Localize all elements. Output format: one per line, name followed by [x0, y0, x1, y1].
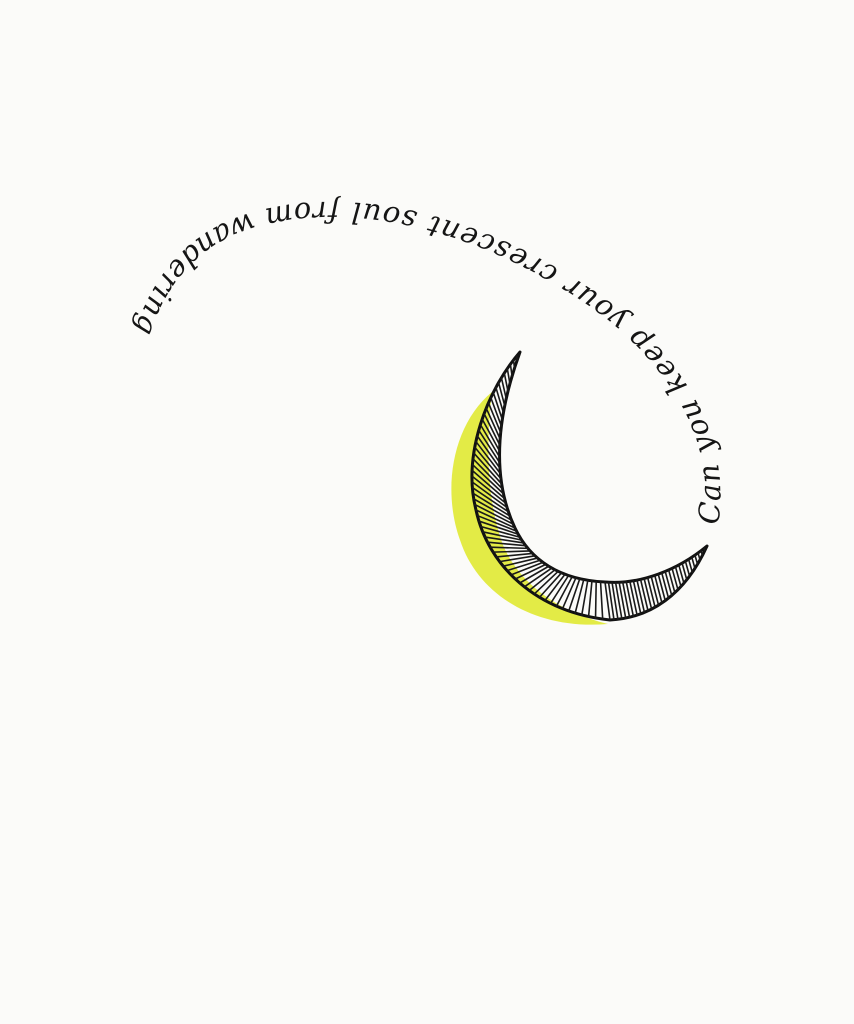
- hatch-stroke: [644, 578, 651, 609]
- hatch-stroke: [507, 369, 510, 384]
- hatch-stroke: [633, 581, 640, 614]
- hatch-stroke: [496, 387, 504, 412]
- hatch-stroke: [695, 555, 698, 564]
- hatch-stroke: [626, 582, 633, 617]
- hatch-stroke: [662, 573, 669, 598]
- hatch-stroke: [623, 582, 630, 617]
- hatch-stroke: [637, 580, 644, 612]
- hatch-stroke: [510, 364, 512, 376]
- hatch-stroke: [504, 373, 508, 391]
- hatch-stroke: [589, 581, 592, 617]
- hatch-stroke: [658, 574, 665, 601]
- hatch-stroke: [514, 360, 515, 368]
- hatch-stroke: [601, 582, 603, 619]
- hatch-stroke: [704, 548, 705, 550]
- hatch-stroke: [698, 553, 700, 560]
- hatch-stroke: [651, 576, 658, 605]
- hatch-stroke: [596, 581, 597, 618]
- hatch-stroke: [692, 557, 695, 568]
- hatch-stroke: [641, 579, 648, 610]
- poem-text-group: [127, 195, 727, 526]
- hatch-stroke: [685, 561, 689, 576]
- poem-text: [127, 195, 727, 526]
- hatch-stroke: [630, 581, 637, 615]
- hatch-stroke: [648, 578, 655, 608]
- hatch-stroke: [689, 559, 693, 572]
- hatch-stroke: [655, 575, 662, 603]
- poem-text-path: Can you keep your crescent soul from wandering: [127, 194, 728, 526]
